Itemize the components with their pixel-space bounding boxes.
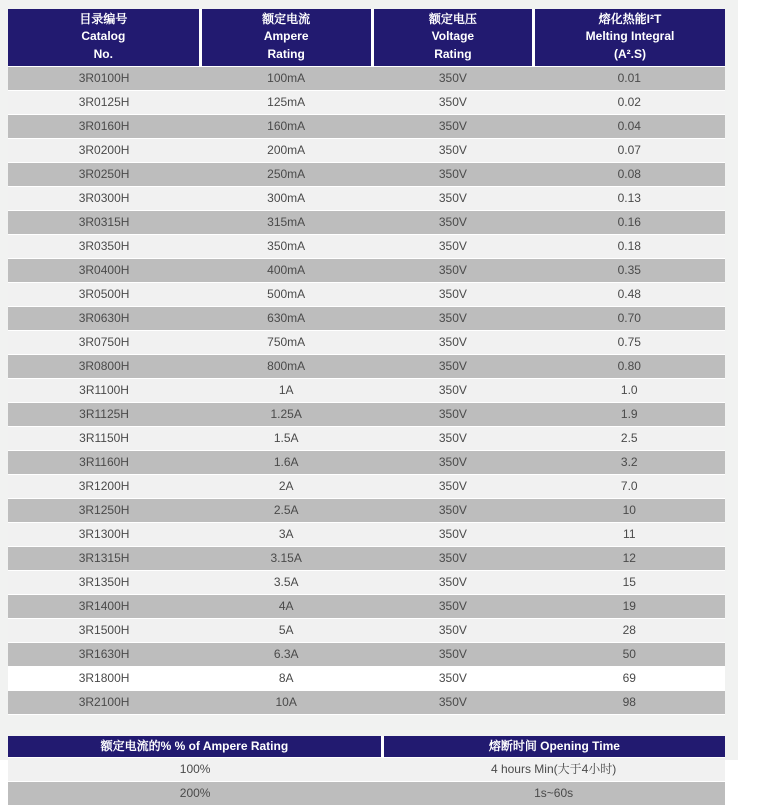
cell-catalog-no: 3R1800H [8, 667, 200, 691]
cell-ampere-rating: 3.5A [200, 571, 372, 595]
fuse-spec-table-header [8, 9, 725, 67]
table-row [8, 595, 725, 619]
cell-voltage-rating: 350V [372, 403, 533, 427]
table-row [8, 523, 725, 547]
cell-ampere-rating: 100mA [200, 67, 372, 91]
cell-voltage-rating: 350V [372, 523, 533, 547]
cell-voltage-rating: 350V [372, 235, 533, 259]
cell-percent-of-ampere-rating: 100% [8, 758, 382, 782]
fuse-spec-table-body [8, 67, 725, 715]
column-header-line: 熔化热能I²T [598, 12, 662, 26]
cell-voltage-rating: 350V [372, 643, 533, 667]
table-row [8, 307, 725, 331]
table-row [8, 259, 725, 283]
cell-catalog-no: 3R1300H [8, 523, 200, 547]
table-row [8, 235, 725, 259]
cell-melting-integral: 28 [534, 619, 725, 643]
cell-melting-integral: 0.01 [534, 67, 725, 91]
table-row [8, 211, 725, 235]
cell-ampere-rating: 1.6A [200, 451, 372, 475]
cell-melting-integral: 0.18 [534, 235, 725, 259]
cell-ampere-rating: 350mA [200, 235, 372, 259]
cell-melting-integral: 1.9 [534, 403, 725, 427]
cell-voltage-rating: 350V [372, 307, 533, 331]
column-header-line: (A².S) [614, 46, 647, 61]
column-header-percent-of-ampere-rating: 额定电流的% % of Ampere Rating [8, 736, 382, 758]
opening-time-table-header [8, 736, 725, 758]
cell-melting-integral: 50 [534, 643, 725, 667]
table-row [8, 139, 725, 163]
cell-melting-integral: 0.13 [534, 187, 725, 211]
cell-ampere-rating: 160mA [200, 115, 372, 139]
cell-catalog-no: 3R1350H [8, 571, 200, 595]
table-row [8, 451, 725, 475]
cell-ampere-rating: 3A [200, 523, 372, 547]
cell-catalog-no: 3R1160H [8, 451, 200, 475]
cell-voltage-rating: 350V [372, 91, 533, 115]
header-row [8, 736, 725, 758]
column-header-ampere-rating [200, 9, 372, 67]
cell-catalog-no: 3R1630H [8, 643, 200, 667]
cell-ampere-rating: 250mA [200, 163, 372, 187]
cell-catalog-no: 3R0350H [8, 235, 200, 259]
cell-catalog-no: 3R0200H [8, 139, 200, 163]
table-row [8, 163, 725, 187]
cell-voltage-rating: 350V [372, 427, 533, 451]
cell-voltage-rating: 350V [372, 499, 533, 523]
cell-ampere-rating: 2.5A [200, 499, 372, 523]
cell-opening-time: 4 hours Min(大于4小时) [382, 758, 725, 782]
column-header-line: No. [93, 46, 113, 61]
cell-melting-integral: 2.5 [534, 427, 725, 451]
cell-opening-time: 1s~60s [382, 782, 725, 806]
cell-ampere-rating: 400mA [200, 259, 372, 283]
cell-voltage-rating: 350V [372, 139, 533, 163]
table-row [8, 67, 725, 91]
cell-voltage-rating: 350V [372, 187, 533, 211]
cell-ampere-rating: 5A [200, 619, 372, 643]
cell-catalog-no: 3R0250H [8, 163, 200, 187]
cell-ampere-rating: 300mA [200, 187, 372, 211]
column-header-catalog-no [8, 9, 200, 67]
table-row [8, 499, 725, 523]
table-row [8, 403, 725, 427]
cell-catalog-no: 3R1250H [8, 499, 200, 523]
cell-ampere-rating: 125mA [200, 91, 372, 115]
column-header-line: 目录编号 [79, 12, 128, 26]
cell-melting-integral: 7.0 [534, 475, 725, 499]
opening-time-table [8, 736, 725, 806]
cell-catalog-no: 3R1400H [8, 595, 200, 619]
table-row [8, 187, 725, 211]
cell-catalog-no: 3R1100H [8, 379, 200, 403]
cell-voltage-rating: 350V [372, 355, 533, 379]
cell-ampere-rating: 630mA [200, 307, 372, 331]
cell-ampere-rating: 6.3A [200, 643, 372, 667]
cell-voltage-rating: 350V [372, 331, 533, 355]
cell-catalog-no: 3R0100H [8, 67, 200, 91]
cell-voltage-rating: 350V [372, 451, 533, 475]
column-header-melting-integral [534, 9, 725, 67]
cell-voltage-rating: 350V [372, 283, 533, 307]
cell-voltage-rating: 350V [372, 571, 533, 595]
table-row [8, 782, 725, 806]
table-row [8, 571, 725, 595]
cell-ampere-rating: 315mA [200, 211, 372, 235]
cell-melting-integral: 0.75 [534, 331, 725, 355]
table-row [8, 91, 725, 115]
table-row [8, 115, 725, 139]
cell-catalog-no: 3R0315H [8, 211, 200, 235]
cell-melting-integral: 0.02 [534, 91, 725, 115]
cell-melting-integral: 19 [534, 595, 725, 619]
cell-ampere-rating: 750mA [200, 331, 372, 355]
cell-melting-integral: 0.70 [534, 307, 725, 331]
cell-voltage-rating: 350V [372, 379, 533, 403]
cell-catalog-no: 3R1500H [8, 619, 200, 643]
cell-melting-integral: 0.16 [534, 211, 725, 235]
cell-melting-integral: 0.80 [534, 355, 725, 379]
cell-melting-integral: 69 [534, 667, 725, 691]
cell-catalog-no: 3R0400H [8, 259, 200, 283]
cell-voltage-rating: 350V [372, 259, 533, 283]
cell-voltage-rating: 350V [372, 475, 533, 499]
table-row [8, 475, 725, 499]
cell-ampere-rating: 2A [200, 475, 372, 499]
cell-melting-integral: 98 [534, 691, 725, 715]
table-row [8, 331, 725, 355]
table-row [8, 691, 725, 715]
cell-melting-integral: 0.04 [534, 115, 725, 139]
column-header-line: 额定电压 [428, 12, 477, 26]
column-header-line: Rating [267, 46, 305, 61]
cell-melting-integral: 3.2 [534, 451, 725, 475]
cell-catalog-no: 3R0500H [8, 283, 200, 307]
cell-voltage-rating: 350V [372, 595, 533, 619]
cell-catalog-no: 3R0125H [8, 91, 200, 115]
table-row [8, 283, 725, 307]
table-row [8, 379, 725, 403]
table-row [8, 547, 725, 571]
column-header-line: 额定电流 [262, 12, 311, 26]
table-row [8, 667, 725, 691]
cell-voltage-rating: 350V [372, 619, 533, 643]
cell-melting-integral: 10 [534, 499, 725, 523]
cell-voltage-rating: 350V [372, 211, 533, 235]
cell-voltage-rating: 350V [372, 667, 533, 691]
cell-voltage-rating: 350V [372, 547, 533, 571]
cell-ampere-rating: 1A [200, 379, 372, 403]
content-area [8, 9, 725, 806]
cell-catalog-no: 3R2100H [8, 691, 200, 715]
cell-catalog-no: 3R1200H [8, 475, 200, 499]
cell-ampere-rating: 200mA [200, 139, 372, 163]
cell-voltage-rating: 350V [372, 691, 533, 715]
cell-voltage-rating: 350V [372, 115, 533, 139]
column-header-opening-time: 熔断时间 Opening Time [382, 736, 725, 758]
header-row [8, 9, 725, 67]
cell-ampere-rating: 500mA [200, 283, 372, 307]
cell-voltage-rating: 350V [372, 163, 533, 187]
cell-melting-integral: 11 [534, 523, 725, 547]
cell-catalog-no: 3R1315H [8, 547, 200, 571]
table-row [8, 643, 725, 667]
cell-ampere-rating: 8A [200, 667, 372, 691]
cell-melting-integral: 12 [534, 547, 725, 571]
table-row [8, 758, 725, 782]
column-header-line: Voltage [431, 29, 475, 44]
column-header-line: Melting Integral [585, 29, 675, 44]
table-row [8, 355, 725, 379]
cell-melting-integral: 0.07 [534, 139, 725, 163]
cell-ampere-rating: 1.5A [200, 427, 372, 451]
table-row [8, 427, 725, 451]
cell-catalog-no: 3R0300H [8, 187, 200, 211]
cell-ampere-rating: 3.15A [200, 547, 372, 571]
fuse-spec-table [8, 9, 725, 715]
cell-catalog-no: 3R1125H [8, 403, 200, 427]
cell-catalog-no: 3R0800H [8, 355, 200, 379]
opening-time-table-body [8, 758, 725, 806]
cell-voltage-rating: 350V [372, 67, 533, 91]
cell-melting-integral: 0.35 [534, 259, 725, 283]
cell-melting-integral: 0.48 [534, 283, 725, 307]
cell-percent-of-ampere-rating: 200% [8, 782, 382, 806]
cell-melting-integral: 15 [534, 571, 725, 595]
column-header-voltage-rating [372, 9, 533, 67]
cell-ampere-rating: 1.25A [200, 403, 372, 427]
cell-ampere-rating: 10A [200, 691, 372, 715]
cell-catalog-no: 3R0160H [8, 115, 200, 139]
cell-melting-integral: 0.08 [534, 163, 725, 187]
cell-catalog-no: 3R0750H [8, 331, 200, 355]
cell-ampere-rating: 4A [200, 595, 372, 619]
column-header-line: Rating [434, 46, 472, 61]
column-header-line: Ampere [263, 29, 309, 44]
cell-ampere-rating: 800mA [200, 355, 372, 379]
cell-catalog-no: 3R1150H [8, 427, 200, 451]
cell-melting-integral: 1.0 [534, 379, 725, 403]
table-row [8, 619, 725, 643]
cell-catalog-no: 3R0630H [8, 307, 200, 331]
column-header-line: Catalog [81, 29, 126, 44]
